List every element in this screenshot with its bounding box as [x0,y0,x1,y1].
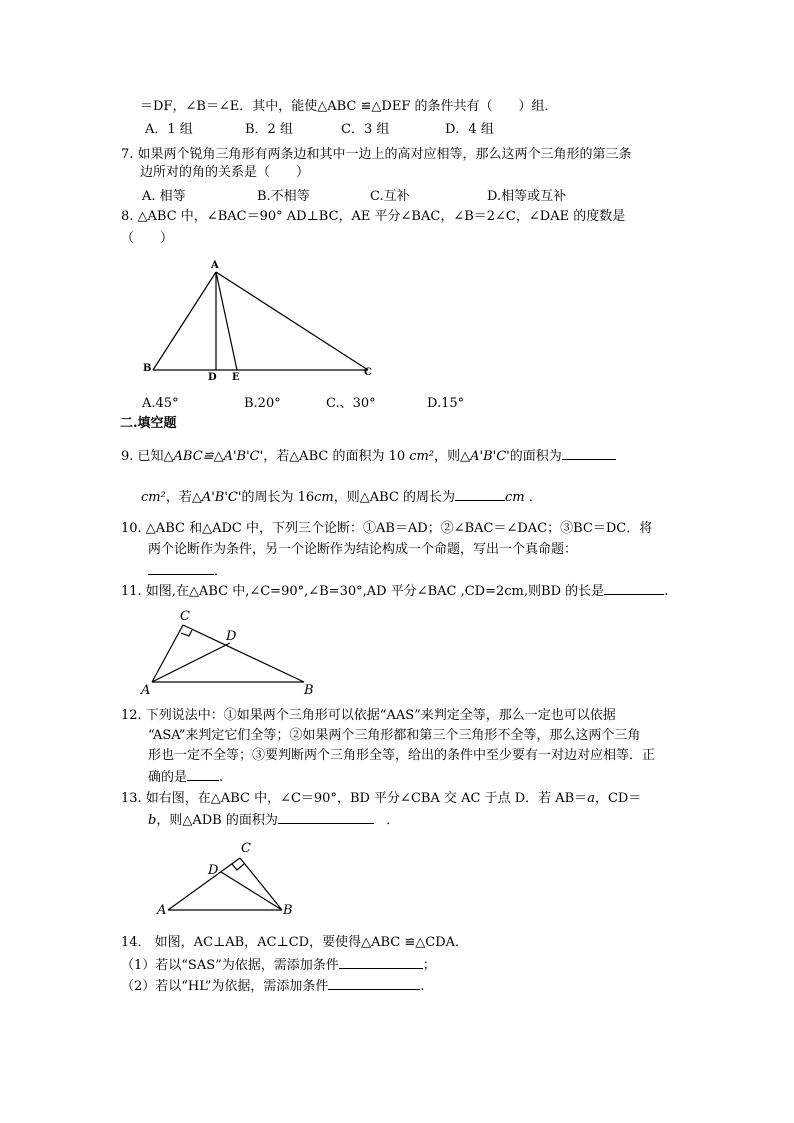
q13-label-d: D [208,863,219,878]
q9-area-of: 的面积为 [509,449,562,464]
q13-end: ． [386,813,400,828]
q9-prefix: 9. 已知 [121,449,164,464]
q11-text: 11. 如图,在△ABC 中,∠C=90°,∠B=30°,AD 平分∠BAC ,CD=2cm,则BD 的长是 [121,584,605,599]
q13-var-b: b [148,813,157,828]
q12-line1: 12. 下列说法中：①如果两个三角形可以依据“AAS”来判定全等，那么一定也可以依据 [121,708,616,723]
q8-line2: （ ） [121,231,174,246]
q7-option-a: A. 相等 [142,189,186,204]
q14-line1: 14． 如图，AC⊥AB，AC⊥CD，要使得△ABC ≌△CDA． [121,935,469,950]
q6-text: ＝DF，∠B＝∠E．其中，能使△ABC ≌△DEF 的条件共有（ ）组． [140,99,558,114]
q13-label-a: A [157,903,167,918]
q12-line3: 形也一定不全等；③要判断两个三角形全等，给出的条件中至少要有一对边对应相等．正 [148,748,656,763]
q10-line1: 10. △ABC 和△ADC 中，下列三个论断：①AB＝AD；②∠BAC＝∠DAC；③BC＝DC．将 [121,521,653,536]
q9-then: ，则 [434,449,461,464]
q14-sub1-text: （1）若以“SAS”为依据，需添加条件 [121,958,339,973]
q9-unit-area: cm² [409,449,435,464]
q8-label-a: A [211,260,219,271]
q7-option-c: C.互补 [370,189,410,204]
q13-text: 13. 如右图，在△ABC 中，∠C＝90°，BD 平分∠CBA 交 AC 于点 D．若 AB＝ [121,791,588,806]
q10-end: ． [214,564,228,579]
q14-sub2-end: . [420,979,425,994]
q6-option-d: D．4 组 [445,122,494,137]
q11-label-a: A [141,683,151,698]
q8-label-b: B [143,363,152,374]
q9-unit-cm-2: cm [505,490,525,505]
q8-label-d: D [208,372,217,383]
q13-label-b: B [283,903,293,918]
q11-end: . [664,584,669,599]
q14-sub1-end: ； [422,958,436,973]
q11-label-b: B [304,683,314,698]
q6-option-c: C．3 组 [341,122,390,137]
q8-label-e: E [232,372,240,383]
q7-line1: 7. 如果两个锐角三角形有两条边和其中一边上的高对应相等，那么这两个三角形的第三条 [121,147,632,162]
q8-line1: 8. △ABC 中，∠BAC＝90° AD⊥BC，AE 平分∠BAC，∠B＝2∠C，∠DAE 的度数是 [121,209,626,224]
q13-area-text: ，则△ADB 的面积为 [156,813,278,828]
q11-label-c: C [180,609,190,624]
q6-option-a: A．1 组 [145,122,193,137]
q12-end: . [219,770,224,785]
q13-cd: ，CD＝ [594,791,642,806]
q9-perimeter-text: 的周长为 16 [241,490,315,505]
q14-blank-sas[interactable] [339,955,423,969]
q9-math-triangle: △A'B'C' [460,449,510,464]
q14-blank-hl[interactable] [328,976,420,990]
q11-label-d: D [226,629,237,644]
q10-line2: 两个论断作为条件，另一个论断作为结论构成一个命题，写出一个真命题： [148,542,578,557]
q9-unit-cm: cm [314,490,334,505]
q14-sub1 [121,955,436,974]
q9-end: ． [528,490,542,505]
q14-sub2 [121,976,425,995]
q7-option-d: D.相等或互补 [487,189,567,204]
q7-option-b: B.不相等 [257,189,310,204]
q8-label-c: C [364,367,372,378]
q9-area-text: ，若△ABC 的面积为 10 [263,449,406,464]
q8-option-a: A.45° [142,396,179,411]
q8-option-d: D.15° [427,396,465,411]
q9-unit-area-2: cm² [141,490,166,505]
q12-answer-prompt: 确的是 [148,770,188,785]
q9-perimeter-of: ，则△ABC 的周长为 [333,490,456,505]
q9-if: ，若 [165,490,192,505]
q7-line2: 边所对的角的关系是（ ） [140,165,310,180]
q12-line2: “ASA”来判定它们全等；②如果两个三角形都和第三个三角形不全等，那么这两个三角 [148,728,641,743]
q13-label-c: C [241,841,251,856]
q13-var-a: a [587,791,595,806]
section-title-fill-in: 二.填空题 [120,416,177,431]
q8-option-b: B.20° [244,396,281,411]
q6-option-b: B．2 组 [245,122,293,137]
q14-sub2-text: （2）若以“HL”为依据，需添加条件 [121,979,329,994]
q9-math-congruence: △ABC≌△A'B'C' [163,449,264,464]
q9-math-triangle-2: △A'B'C' [191,490,242,505]
q8-option-c: C.、30° [326,396,376,411]
